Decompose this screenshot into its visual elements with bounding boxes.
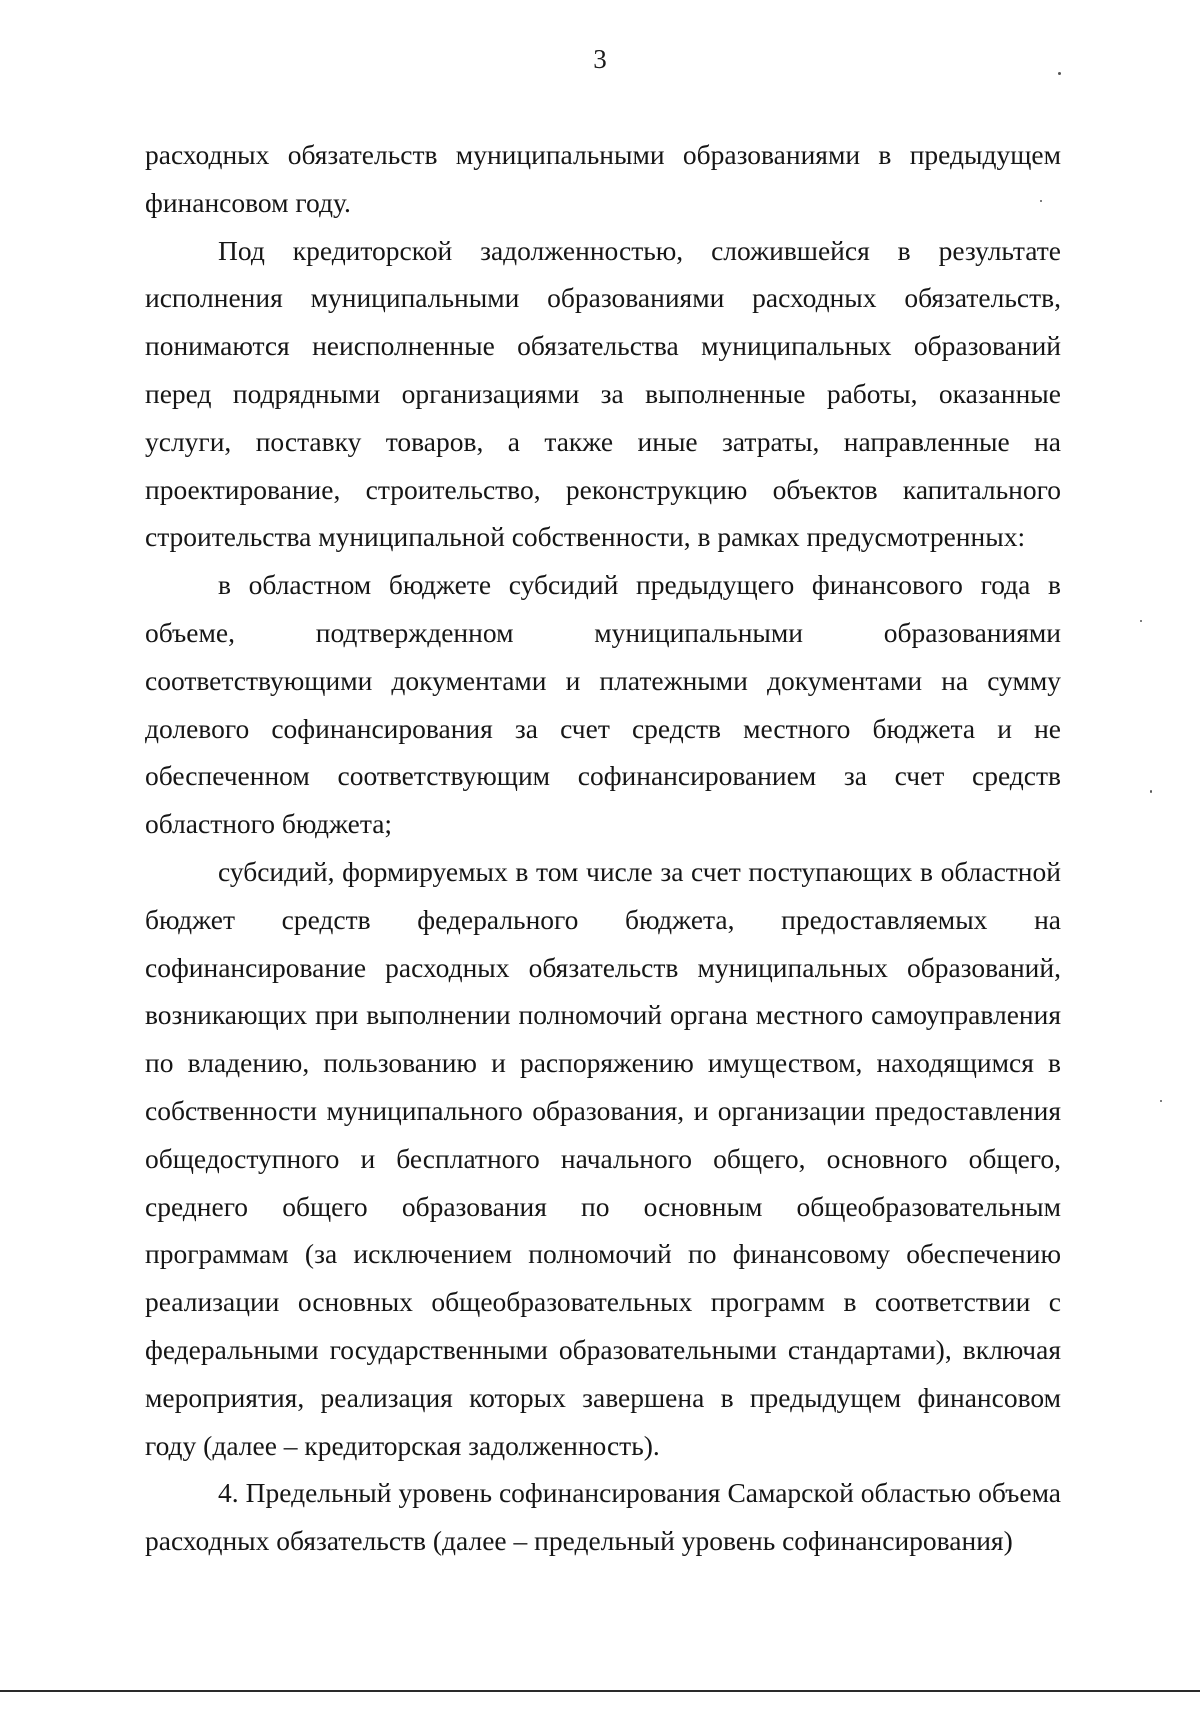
- scan-bottom-border: [0, 1690, 1200, 1692]
- paragraph-regional-budget: в областном бюджете субсидий предыдущего финансового года в объеме, подтвержденном муниципальными образованиями соответствующими документами и платежными документами на сумму долевого софинансирования за счет средств местного бюджета и не обеспеченном соответствующим софинансированием за счет средств областного бюджета;: [145, 569, 1061, 840]
- scan-speck: [1150, 790, 1152, 793]
- document-body: [145, 131, 1061, 1565]
- scan-speck: [1160, 1100, 1162, 1102]
- paragraph-federal-subsidies: субсидий, формируемых в том числе за счет поступающих в областной бюджет средств федерального бюджета, предоставляемых на софинансирование расходных обязательств муниципальных образований, возникающих при выполнении полномочий органа местного самоуправления по владению, пользованию и распоряжению имуществом, находящимся в собственности муниципального образования, и организации предоставления общедоступного и бесплатного начального общего, основного общего, среднего общего образования по основным общеобразовательным программам (за исключением полномочий по финансовому обеспечению реализации основных общеобразовательных программ в соответствии с федеральными государственными образовательными стандартами), включая мероприятия, реализация которых завершена в предыдущем финансовом году (далее – кредиторская задолженность).: [145, 855, 1061, 1461]
- scan-speck: [1040, 200, 1042, 202]
- page-number: 3: [593, 44, 607, 74]
- scan-speck: [1058, 72, 1061, 75]
- paragraph-definition: Под кредиторской задолженностью, сложившейся в результате исполнения муниципальными образованиями расходных обязательств, понимаются неисполненные обязательства муниципальных образований перед подрядными организациями за выполненные работы, оказанные услуги, поставку товаров, а также иные затраты, направленные на проектирование, строительство, реконструкцию объектов капитального строительства муниципальной собственности, в рамках предусмотренных:: [145, 234, 1061, 553]
- paragraph-item-4: 4. Предельный уровень софинансирования Самарской областью объема расходных обязательств (далее – предельный уровень софинансирования): [145, 1477, 1061, 1557]
- paragraph-continuation: расходных обязательств муниципальными образованиями в предыдущем финансовом году.: [145, 139, 1061, 218]
- scan-speck: [1140, 620, 1142, 622]
